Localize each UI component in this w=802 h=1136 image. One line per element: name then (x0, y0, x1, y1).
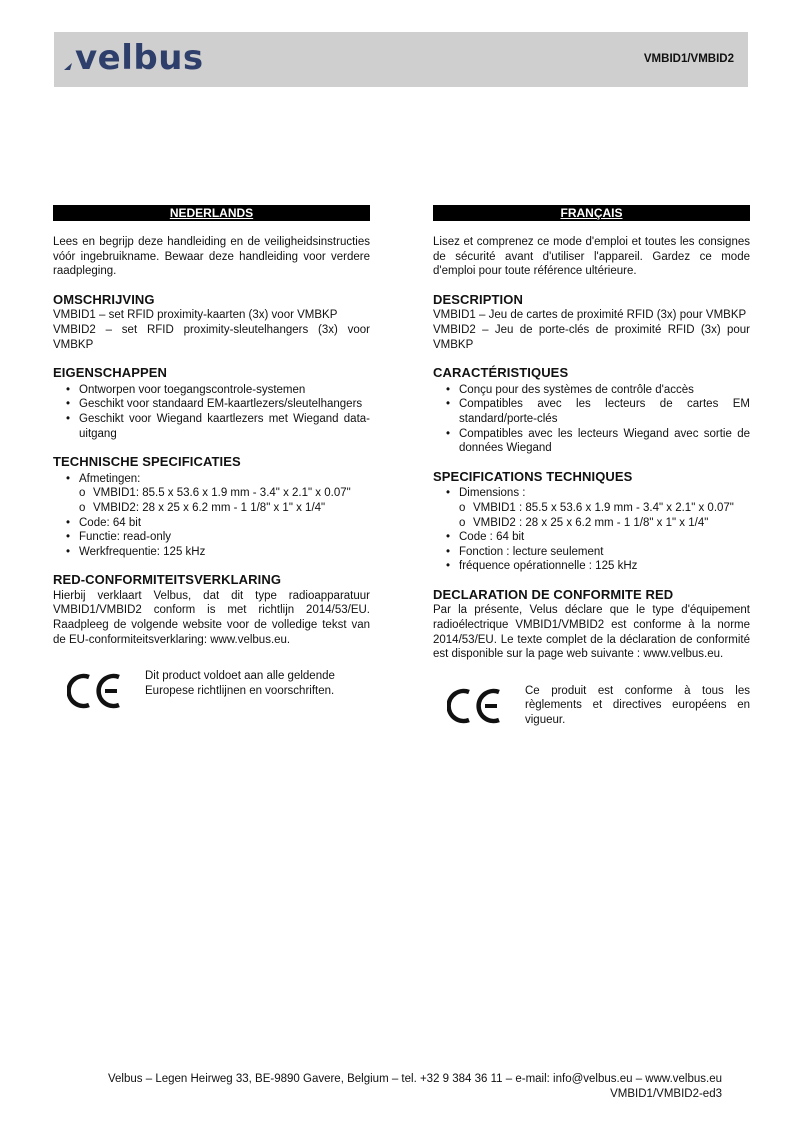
list-item: • Functie: read-only (79, 530, 370, 545)
list-item: o VMBID2 : 28 x 25 x 6.2 mm - 1 1/8" x 1" x 1/4" (473, 516, 750, 531)
list-item (79, 472, 370, 487)
list-item: • Compatibles avec les lecteurs Wiegand avec sortie de données Wiegand (459, 427, 750, 456)
description-line: VMBID2 – Jeu de porte-clés de proximité RFID (3x) pour VMBKP (433, 323, 750, 351)
list-item (459, 486, 750, 501)
red-text: Par la présente, Velus déclare que le type d'équipement radioélectrique VMBID1/VMBID2 est conforme à la norme 2014/53/EU. Le texte complet de la déclaration de conformité est disponible sur la page web suivante : www.velbus.eu. (433, 604, 750, 661)
specifications-section (53, 455, 370, 559)
spec-label: Dimensions : (459, 487, 526, 500)
features-section (53, 366, 370, 441)
description-section (433, 293, 750, 352)
list-item: o VMBID2: 28 x 25 x 6.2 mm - 1 1/8" x 1" x 1/4" (93, 501, 370, 516)
ce-block (433, 684, 750, 734)
specs-list (53, 472, 370, 487)
velbus-logo (64, 38, 204, 78)
section-title: DECLARATION DE CONFORMITE RED (433, 586, 674, 602)
logo-mark-icon (64, 55, 74, 69)
intro-text: Lisez et comprenez ce mode d'emploi et toutes les consignes de sécurité avant d'utiliser l'appareil. Gardez ce mode d'emploi pour toute référence ultérieure. (433, 236, 750, 278)
specs-list (433, 486, 750, 501)
section-title: EIGENSCHAPPEN (53, 365, 167, 381)
footer-address: Velbus – Legen Heirweg 33, BE-9890 Gavere, Belgium – tel. +32 9 384 36 11 – e-mail: info@velbus.eu – www.velbus.eu (108, 1073, 722, 1085)
features-list (53, 383, 370, 441)
column-nederlands (53, 205, 370, 719)
section-title: TECHNISCHE SPECIFICATIES (53, 454, 241, 470)
specs-list (433, 530, 750, 574)
ce-mark-icon (67, 671, 123, 711)
dimensions-list (433, 501, 750, 530)
section-title: OMSCHRIJVING (53, 291, 155, 307)
specifications-section (433, 470, 750, 574)
page-footer (0, 1072, 722, 1101)
section-title: DESCRIPTION (433, 291, 523, 307)
footer-edition: VMBID1/VMBID2-ed3 (610, 1087, 722, 1100)
description-line: VMBID2 – set RFID proximity-sleutelhangers (3x) voor VMBKP (53, 323, 370, 351)
features-list (433, 383, 750, 456)
list-item: • Werkfrequentie: 125 kHz (79, 545, 370, 560)
logo-text: velbus (75, 38, 204, 78)
ce-text: Ce produit est conforme à tous les règlements et directives européens en vigueur. (525, 684, 750, 727)
list-item: • fréquence opérationnelle : 125 kHz (459, 559, 750, 574)
model-number: VMBID1/VMBID2 (643, 53, 734, 65)
red-text: Hierbij verklaart Velbus, dat dit type radioapparatuur VMBID1/VMBID2 conform is met richtlijn 2014/53/EU. Raadpleeg de volgende website voor de volledige tekst van de EU-conformiteitsverklaring: www.velbus.eu. (53, 589, 370, 646)
ce-mark-icon (447, 686, 503, 726)
intro-text: Lees en begrijp deze handleiding en de veiligheidsinstructies vóór ingebruikname. Bewaar deze handleiding voor verdere raadpleging. (53, 236, 370, 278)
red-section (53, 573, 370, 647)
list-item: • Code: 64 bit (79, 516, 370, 531)
spec-label: Afmetingen: (79, 472, 141, 485)
description-line: VMBID1 – set RFID proximity-kaarten (3x) voor VMBKP (53, 309, 338, 322)
list-item: o VMBID1: 85.5 x 53.6 x 1.9 mm - 3.4" x 2.1" x 0.07" (93, 486, 370, 501)
list-item: • Geschikt voor standaard EM-kaartlezers/sleutelhangers (79, 397, 370, 412)
list-item: o VMBID1 : 85.5 x 53.6 x 1.9 mm - 3.4" x 2.1" x 0.07" (473, 501, 750, 516)
section-title: CARACTÉRISTIQUES (433, 365, 569, 381)
language-banner: FRANÇAIS (433, 205, 750, 221)
specs-list (53, 516, 370, 560)
list-item: • Conçu pour des systèmes de contrôle d'accès (459, 383, 750, 398)
section-title: RED-CONFORMITEITSVERKLARING (53, 572, 282, 588)
column-francais (433, 205, 750, 734)
language-banner: NEDERLANDS (53, 205, 370, 221)
description-section (53, 293, 370, 352)
red-section (433, 588, 750, 662)
list-item: • Code : 64 bit (459, 530, 750, 545)
list-item: • Compatibles avec les lecteurs de cartes EM standard/porte-clés (459, 397, 750, 426)
page-header (54, 32, 748, 87)
list-item: • Ontworpen voor toegangscontrole-systemen (79, 383, 370, 398)
description-line: VMBID1 – Jeu de cartes de proximité RFID (3x) pour VMBKP (433, 309, 747, 322)
dimensions-list (53, 486, 370, 515)
list-item: • Fonction : lecture seulement (459, 545, 750, 560)
features-section (433, 366, 750, 456)
list-item: • Geschikt voor Wiegand kaartlezers met Wiegand data-uitgang (79, 412, 370, 441)
ce-block (53, 669, 370, 719)
ce-text: Dit product voldoet aan alle geldende Europese richtlijnen en voorschriften. (145, 670, 335, 697)
section-title: SPECIFICATIONS TECHNIQUES (433, 468, 633, 484)
